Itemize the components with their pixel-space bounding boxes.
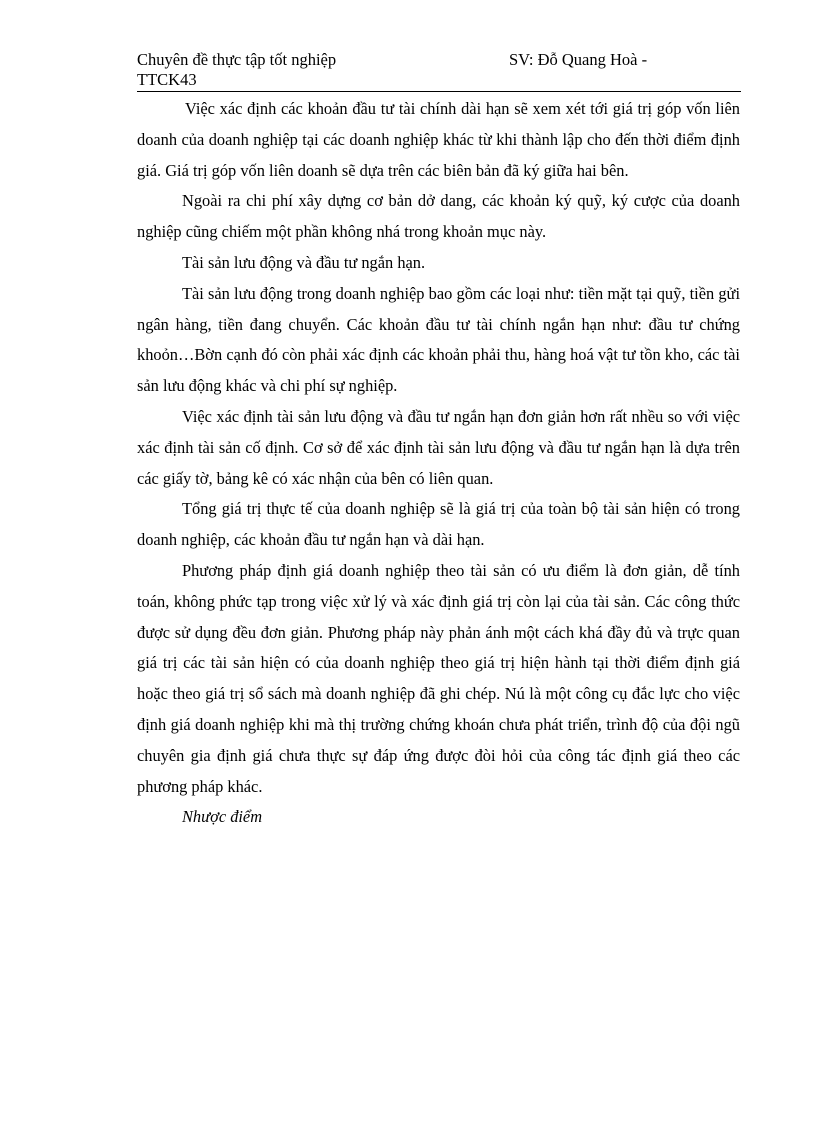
body-text bbox=[137, 94, 740, 833]
paragraph-long-term-investments: Việc xác định các khoản đầu tư tài chính dài hạn sẽ xem xét tới giá trị góp vốn liên doanh của doanh nghiệp tại các doanh nghiệp khác từ khi thành lập cho đến thời điểm định giá. Giá trị góp vốn liên doanh sẽ dựa trên các biên bản đã ký giữa hai bên. bbox=[137, 99, 740, 180]
page-header bbox=[137, 49, 741, 92]
paragraph-current-assets-heading: Tài sản lưu động và đầu tư ngắn hạn. bbox=[182, 252, 426, 272]
subheading-disadvantages: Nhược điểm bbox=[182, 807, 263, 827]
header-student-name: SV: Đỗ Quang Hoà - bbox=[509, 50, 648, 69]
paragraph-construction-costs: Ngoài ra chi phí xây dựng cơ bản dở dang, các khoản ký quỹ, ký cược của doanh nghiệp cũng chiếm một phần không nhá trong khoản mục này. bbox=[137, 191, 740, 242]
header-class-code: TTCK43 bbox=[137, 70, 197, 89]
paragraph-current-assets-simplicity: Việc xác định tài sản lưu động và đầu tư ngắn hạn đơn giản hơn rất nhều so với việc xác định tài sản cố định. Cơ sở để xác định tài sản lưu động và đầu tư ngắn hạn là dựa trên các giấy tờ, bảng kê có xác nhận của bên có liên quan. bbox=[137, 406, 740, 488]
paragraph-advantages: Phương pháp định giá doanh nghiệp theo tài sản có ưu điểm là đơn giản, dễ tính toán, không phức tạp trong việc xử lý và xác định giá trị còn lại của tài sản. Các công thức được sử dụng đều đơn giản. Phương pháp này phản ánh một cách khá đầy đủ và trực quan giá trị các tài sản hiện có của doanh nghiệp theo giá trị hiện hành tại thời điểm định giá hoặc theo giá trị sổ sách mà doanh nghiệp đã ghi chép. Nú là một công cụ đắc lực cho việc định giá doanh nghiệp khi mà thị trường chứng khoán chưa phát triển, trình độ của đội ngũ chuyên gia định giá chưa thực sự đáp ứng được đòi hỏi của công tác định giá theo các phương pháp khác. bbox=[137, 560, 740, 796]
paragraph-total-value: Tổng giá trị thực tế của doanh nghiệp sẽ là giá trị của toàn bộ tài sản hiện có trong doanh nghiệp, các khoản đầu tư ngắn hạn và dài hạn. bbox=[137, 499, 740, 550]
header-document-title: Chuyên đề thực tập tốt nghiệp bbox=[137, 50, 337, 69]
paragraph-current-assets-detail: Tài sản lưu động trong doanh nghiệp bao gồm các loại như: tiền mặt tại quỹ, tiền gửi ngân hàng, tiền đang chuyển. Các khoản đầu tư tài chính ngắn hạn như: đầu tư chứng khoỏn…Bờn cạnh đó còn phải xác định các khoản phải thu, hàng hoá vật tư tồn kho, các tài sản lưu động khác và chi phí sự nghiệp. bbox=[137, 283, 740, 396]
